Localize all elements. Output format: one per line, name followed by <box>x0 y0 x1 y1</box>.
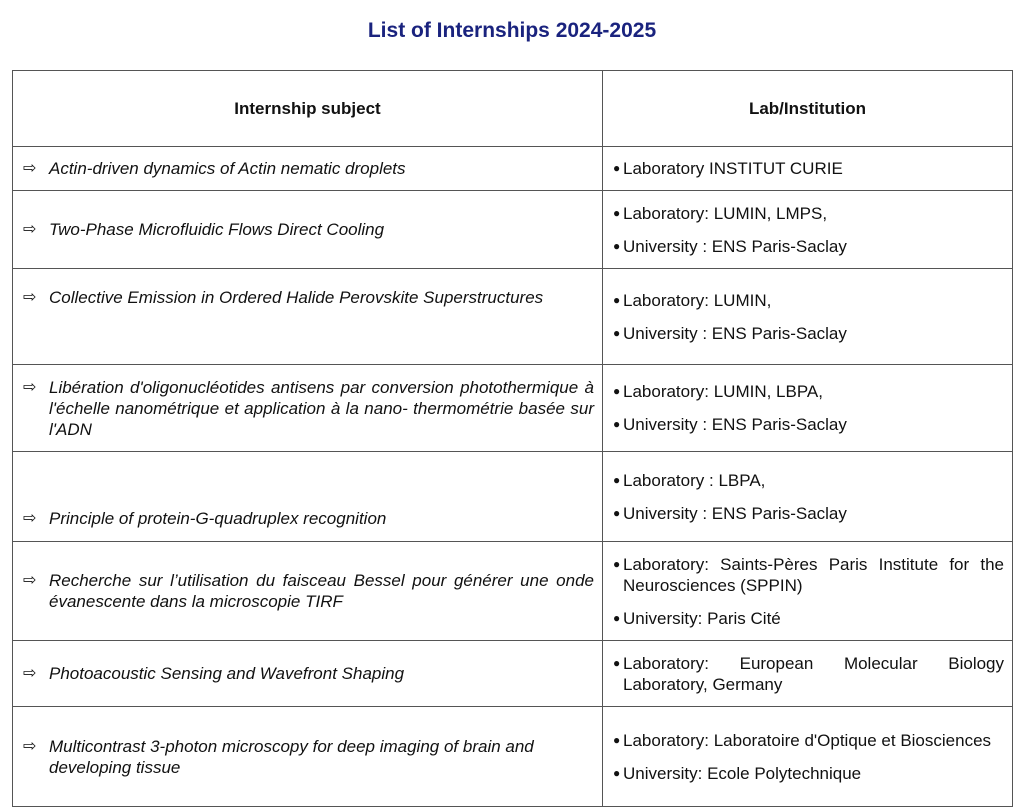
list-item <box>613 290 1004 311</box>
subject-cell <box>13 707 603 807</box>
list-item <box>613 554 1004 596</box>
subject-cell <box>13 452 603 542</box>
lab-entry: Laboratory: LUMIN, LMPS, <box>623 203 828 223</box>
bullet-icon: ● <box>613 325 621 340</box>
outlined-right-arrow-icon: ⇨ <box>23 289 37 306</box>
lab-entry: Laboratory: LUMIN, <box>623 290 772 310</box>
outlined-right-arrow-icon: ⇨ <box>23 378 37 396</box>
outlined-right-arrow-icon: ⇨ <box>23 665 37 682</box>
list-item <box>613 236 1004 257</box>
lab-cell <box>603 269 1013 365</box>
subject-cell <box>13 542 603 641</box>
subject-cell <box>13 147 603 191</box>
lab-entry: Laboratory: European Molecular Biology Laboratory, Germany <box>623 653 1004 694</box>
bullet-icon: ● <box>613 505 621 520</box>
lab-entry: Laboratory: Laboratoire d'Optique et Biosciences <box>623 730 992 750</box>
outlined-right-arrow-icon: ⇨ <box>23 510 37 527</box>
bullet-icon: ● <box>613 205 621 220</box>
header-lab-institution: Lab/Institution <box>603 71 1013 147</box>
outlined-right-arrow-icon: ⇨ <box>23 572 37 589</box>
internship-subject: Libération d'oligonucléotides antisens par conversion photothermique à l'échelle nanométrique et application à la nano- thermométrie basée sur l'ADN <box>49 377 594 439</box>
list-item <box>613 203 1004 224</box>
bullet-icon: ● <box>613 161 621 175</box>
table-row <box>13 269 1013 365</box>
lab-entry: Laboratory INSTITUT CURIE <box>623 159 843 178</box>
lab-cell <box>603 641 1013 707</box>
bullet-icon: ● <box>613 292 621 307</box>
internship-subject: Collective Emission in Ordered Halide Perovskite Superstructures <box>49 288 544 307</box>
list-item <box>613 763 1004 784</box>
internship-subject: Multicontrast 3-photon microscopy for deep imaging of brain and developing tissue <box>49 736 534 777</box>
internship-subject: Two-Phase Microfluidic Flows Direct Cooling <box>49 220 385 239</box>
list-item <box>613 503 1004 524</box>
bullet-icon: ● <box>613 732 621 747</box>
university-entry: University : ENS Paris-Saclay <box>623 323 847 343</box>
table-row <box>13 707 1013 807</box>
list-item <box>613 653 1004 695</box>
header-internship-subject: Internship subject <box>13 71 603 147</box>
bullet-icon: ● <box>613 238 621 253</box>
university-entry: University : ENS Paris-Saclay <box>623 503 847 523</box>
list-item <box>613 414 1004 435</box>
lab-entry: Laboratory: LUMIN, LBPA, <box>623 382 823 401</box>
list-item <box>613 381 1004 402</box>
bullet-icon: ● <box>613 417 621 431</box>
table-row <box>13 641 1013 707</box>
list-item <box>613 470 1004 491</box>
university-entry: University: Paris Cité <box>623 608 781 628</box>
lab-cell <box>603 707 1013 807</box>
lab-cell <box>603 452 1013 542</box>
table-row <box>13 191 1013 269</box>
table-row <box>13 452 1013 542</box>
internship-subject: Actin-driven dynamics of Actin nematic droplets <box>49 159 406 178</box>
university-entry: University : ENS Paris-Saclay <box>623 236 847 256</box>
outlined-right-arrow-icon: ⇨ <box>23 160 37 177</box>
university-entry: University: Ecole Polytechnique <box>623 763 862 783</box>
table-row <box>13 365 1013 452</box>
bullet-icon: ● <box>613 556 621 571</box>
subject-cell <box>13 191 603 269</box>
lab-cell <box>603 147 1013 191</box>
bullet-icon: ● <box>613 472 621 487</box>
subject-cell <box>13 641 603 707</box>
internships-table <box>12 70 1013 807</box>
subject-cell <box>13 365 603 452</box>
subject-cell <box>13 269 603 365</box>
list-item <box>613 730 1004 751</box>
table-header-row <box>13 71 1013 147</box>
bullet-icon: ● <box>613 610 621 625</box>
lab-cell <box>603 191 1013 269</box>
page-title: List of Internships 2024-2025 <box>367 19 657 42</box>
outlined-right-arrow-icon: ⇨ <box>23 221 37 238</box>
outlined-right-arrow-icon: ⇨ <box>23 737 37 755</box>
table-row <box>13 542 1013 641</box>
bullet-icon: ● <box>613 655 621 670</box>
lab-entry: Laboratory: Saints-Pères Paris Institute for the Neurosciences (SPPIN) <box>623 554 1004 595</box>
university-entry: University : ENS Paris-Saclay <box>623 415 847 434</box>
internship-subject: Photoacoustic Sensing and Wavefront Shaping <box>49 664 405 683</box>
lab-entry: Laboratory : LBPA, <box>623 470 766 490</box>
lab-cell <box>603 542 1013 641</box>
lab-cell <box>603 365 1013 452</box>
bullet-icon: ● <box>613 384 621 398</box>
bullet-icon: ● <box>613 765 621 780</box>
list-item <box>613 608 1004 629</box>
table-row <box>13 147 1013 191</box>
internship-subject: Principle of protein-G-quadruplex recognition <box>49 509 387 528</box>
list-item <box>613 323 1004 344</box>
list-item <box>613 158 1004 179</box>
internship-subject: Recherche sur l’utilisation du faisceau Bessel pour générer une onde évanescente dans la microscopie TIRF <box>49 571 594 611</box>
